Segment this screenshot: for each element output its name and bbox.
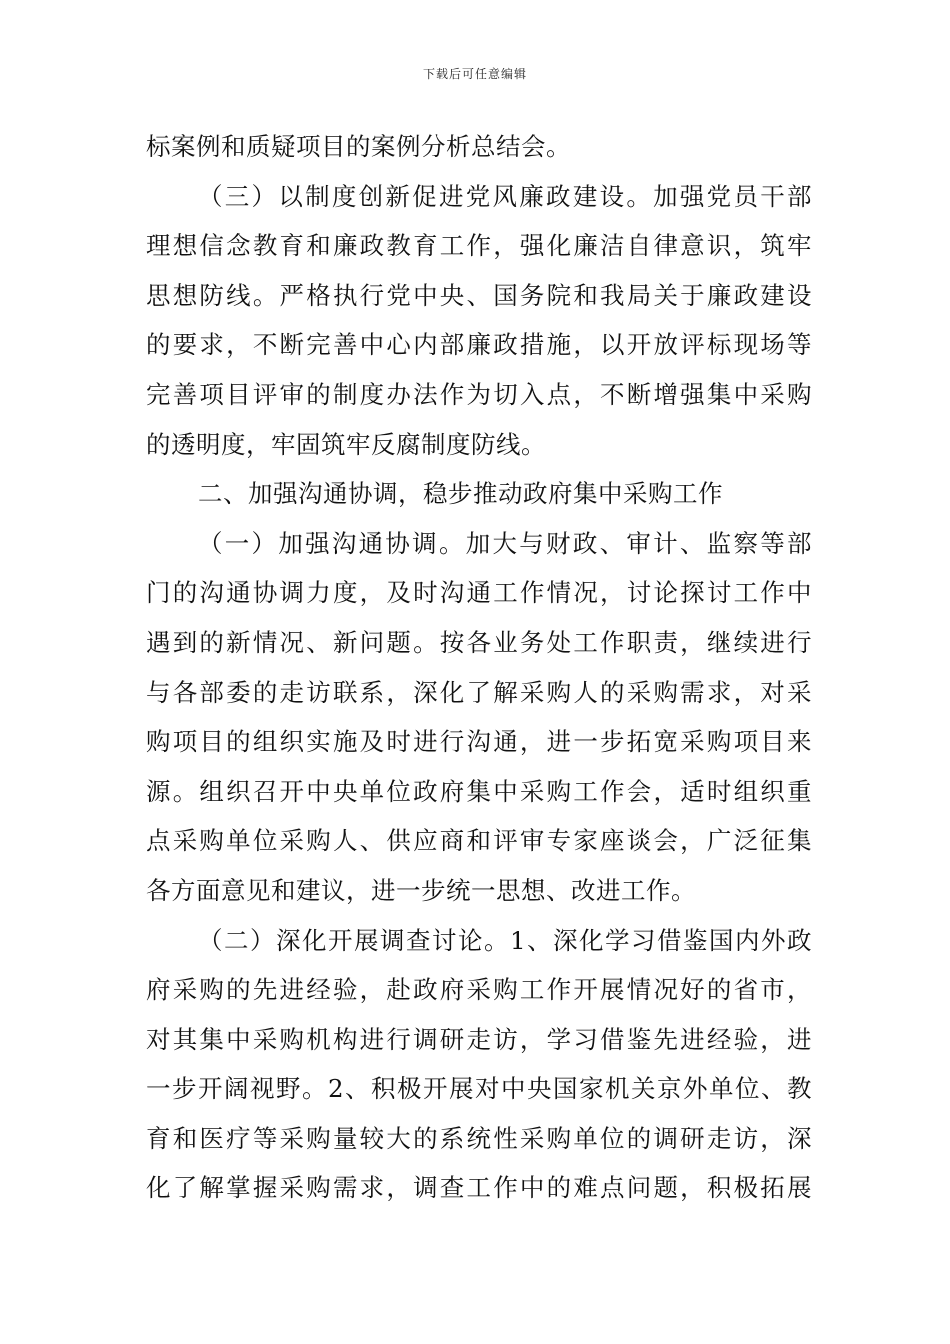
text-line: 理想信念教育和廉政教育工作，强化廉洁自律意识，筑牢 bbox=[146, 231, 812, 261]
text-line: 标案例和质疑项目的案例分析总结会。 bbox=[146, 132, 571, 161]
text-line: 门的沟通协调力度，及时沟通工作情况，讨论探讨工作中 bbox=[146, 578, 812, 608]
text-line: 府采购的先进经验，赴政府采购工作开展情况好的省市， bbox=[146, 975, 812, 1005]
section-heading-2: 二、加强沟通协调，稳步推动政府集中采购工作 bbox=[198, 479, 723, 509]
text-line: 源。组织召开中央单位政府集中采购工作会，适时组织重 bbox=[146, 776, 812, 806]
page-header: 下载后可任意编辑 bbox=[422, 67, 527, 81]
text-line: 遇到的新情况、新问题。按各业务处工作职责，继续进行 bbox=[146, 627, 812, 657]
text-line: 对其集中采购机构进行调研走访，学习借鉴先进经验，进 bbox=[146, 1024, 812, 1054]
document-body bbox=[146, 122, 812, 1213]
subsection-heading-1: （一）加强沟通协调。加大与财政、审计、监察等部 bbox=[198, 528, 812, 558]
text-line: 一步开阔视野。2、积极开展对中央国家机关京外单位、教 bbox=[146, 1074, 812, 1104]
text-line: 点采购单位采购人、供应商和评审专家座谈会，广泛征集 bbox=[146, 826, 812, 856]
text-line: 与各部委的走访联系，深化了解采购人的采购需求，对采 bbox=[146, 677, 812, 707]
text-line: 各方面意见和建议，进一步统一思想、改进工作。 bbox=[146, 875, 696, 905]
text-line: 购项目的组织实施及时进行沟通，进一步拓宽采购项目来 bbox=[146, 727, 812, 757]
text-line: 思想防线。严格执行党中央、国务院和我局关于廉政建设 bbox=[146, 280, 812, 310]
section-heading-3: （三）以制度创新促进党风廉政建设。加强党员干部 bbox=[198, 181, 812, 211]
text-line: 的透明度，牢固筑牢反腐制度防线。 bbox=[146, 429, 546, 459]
subsection-heading-2: （二）深化开展调查讨论。1、深化学习借鉴国内外政 bbox=[198, 925, 812, 955]
text-line: 的要求，不断完善中心内部廉政措施，以开放评标现场等 bbox=[146, 330, 812, 360]
text-line: 完善项目评审的制度办法作为切入点，不断增强集中采购 bbox=[146, 379, 812, 409]
text-line: 化了解掌握采购需求，调查工作中的难点问题，积极拓展 bbox=[146, 1173, 812, 1203]
text-line: 育和医疗等采购量较大的系统性采购单位的调研走访，深 bbox=[146, 1123, 812, 1153]
